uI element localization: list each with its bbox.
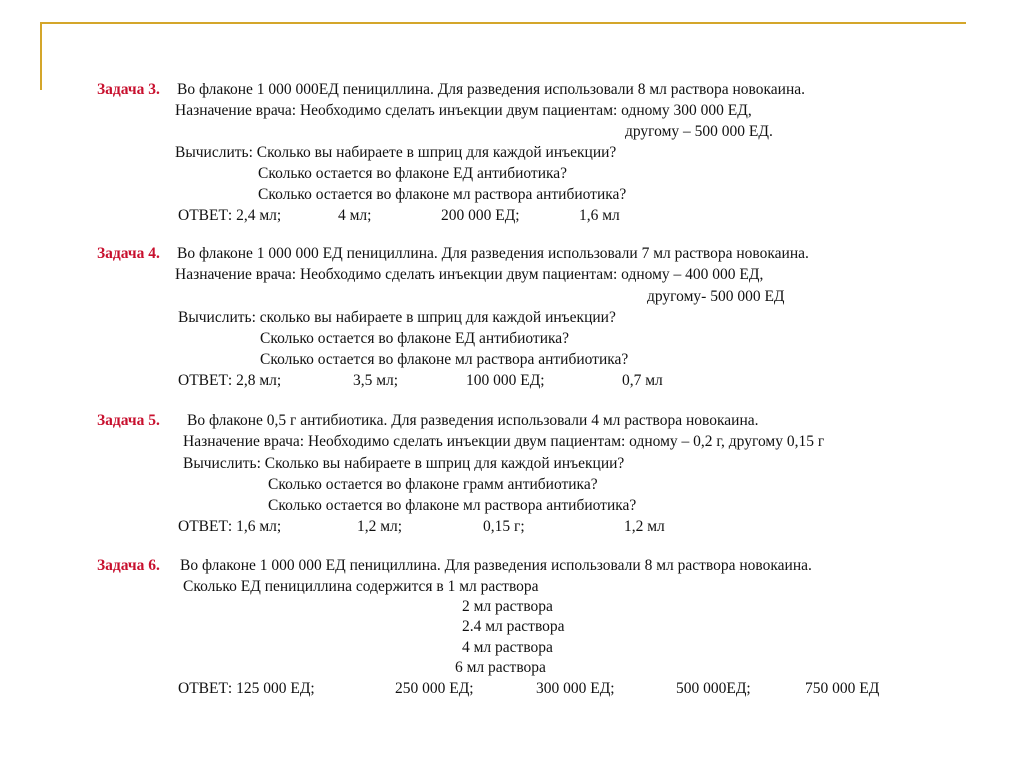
task-4-answer-3: 100 000 ЕД; <box>466 372 545 389</box>
task-5-answer-2: 1,2 мл; <box>357 518 403 535</box>
task-4-question-3: Сколько остается во флаконе мл раствора антибиотика? <box>260 351 629 368</box>
task-3-label: Задача 3. <box>97 81 160 98</box>
task-4-answer-2: 3,5 мл; <box>353 372 399 389</box>
task-4-label: Задача 4. <box>97 245 160 262</box>
task-3-prescription-cont: другому – 500 000 ЕД. <box>625 123 773 140</box>
task-5-answer-4: 1,2 мл <box>624 518 665 535</box>
task-5-prescription: Назначение врача: Необходимо сделать инъекции двум пациентам: одному – 0,2 г, другому 0,15 г <box>183 433 825 450</box>
task-3-prescription: Назначение врача: Необходимо сделать инъекции двум пациентам: одному 300 000 ЕД, <box>175 102 752 119</box>
task-6-condition: Во флаконе 1 000 000 ЕД пенициллина. Для разведения использовали 8 мл раствора новокаина. <box>180 557 812 574</box>
task-4-prescription: Назначение врача: Необходимо сделать инъекции двум пациентам: одному – 400 000 ЕД, <box>175 266 764 283</box>
task-4-prescription-cont: другому- 500 000 ЕД <box>647 288 785 305</box>
task-6-answer-5: 750 000 ЕД <box>805 680 880 697</box>
task-6-answer-2: 250 000 ЕД; <box>395 680 474 697</box>
task-4-question-1: Вычислить: сколько вы набираете в шприц для каждой инъекции? <box>178 309 616 326</box>
task-6-answer-label: ОТВЕТ: 125 000 ЕД; <box>178 680 315 697</box>
task-4-condition: Во флаконе 1 000 000 ЕД пенициллина. Для разведения использовали 7 мл раствора новокаина. <box>177 245 809 262</box>
task-3-answer-4: 1,6 мл <box>579 207 620 224</box>
task-3-answer-3: 200 000 ЕД; <box>441 207 520 224</box>
task-6-volume-5: 6 мл раствора <box>455 659 546 676</box>
task-3-question-2: Сколько остается во флаконе ЕД антибиотика? <box>258 165 568 182</box>
task-6-answer-4: 500 000ЕД; <box>676 680 751 697</box>
task-6-volume-3: 2.4 мл раствора <box>462 618 565 635</box>
task-6-question: Сколько ЕД пенициллина содержится в 1 мл раствора <box>183 578 539 595</box>
task-6-volume-2: 2 мл раствора <box>462 598 553 615</box>
task-6-answer-3: 300 000 ЕД; <box>536 680 615 697</box>
task-5-question-2: Сколько остается во флаконе грамм антибиотика? <box>268 476 598 493</box>
task-3-answer-2: 4 мл; <box>338 207 372 224</box>
task-5-question-3: Сколько остается во флаконе мл раствора антибиотика? <box>268 497 637 514</box>
task-4-question-2: Сколько остается во флаконе ЕД антибиотика? <box>260 330 570 347</box>
task-5-label: Задача 5. <box>97 412 160 429</box>
task-3-condition: Во флаконе 1 000 000ЕД пенициллина. Для разведения использовали 8 мл раствора новокаина. <box>177 81 806 98</box>
task-4-answer-label: ОТВЕТ: 2,8 мл; <box>178 372 282 389</box>
task-4-answer-4: 0,7 мл <box>622 372 663 389</box>
task-5-answer-label: ОТВЕТ: 1,6 мл; <box>178 518 282 535</box>
frame-top-line <box>40 22 966 24</box>
task-5-question-1: Вычислить: Сколько вы набираете в шприц для каждой инъекции? <box>183 455 625 472</box>
frame-left-line <box>40 22 42 90</box>
task-5-answer-3: 0,15 г; <box>483 518 525 535</box>
task-6-label: Задача 6. <box>97 557 160 574</box>
task-3-question-1: Вычислить: Сколько вы набираете в шприц для каждой инъекции? <box>175 144 617 161</box>
task-3-answer-label: ОТВЕТ: 2,4 мл; <box>178 207 282 224</box>
task-3-question-3: Сколько остается во флаконе мл раствора антибиотика? <box>258 186 627 203</box>
task-5-condition: Во флаконе 0,5 г антибиотика. Для разведения использовали 4 мл раствора новокаина. <box>187 412 759 429</box>
task-6-volume-4: 4 мл раствора <box>462 639 553 656</box>
